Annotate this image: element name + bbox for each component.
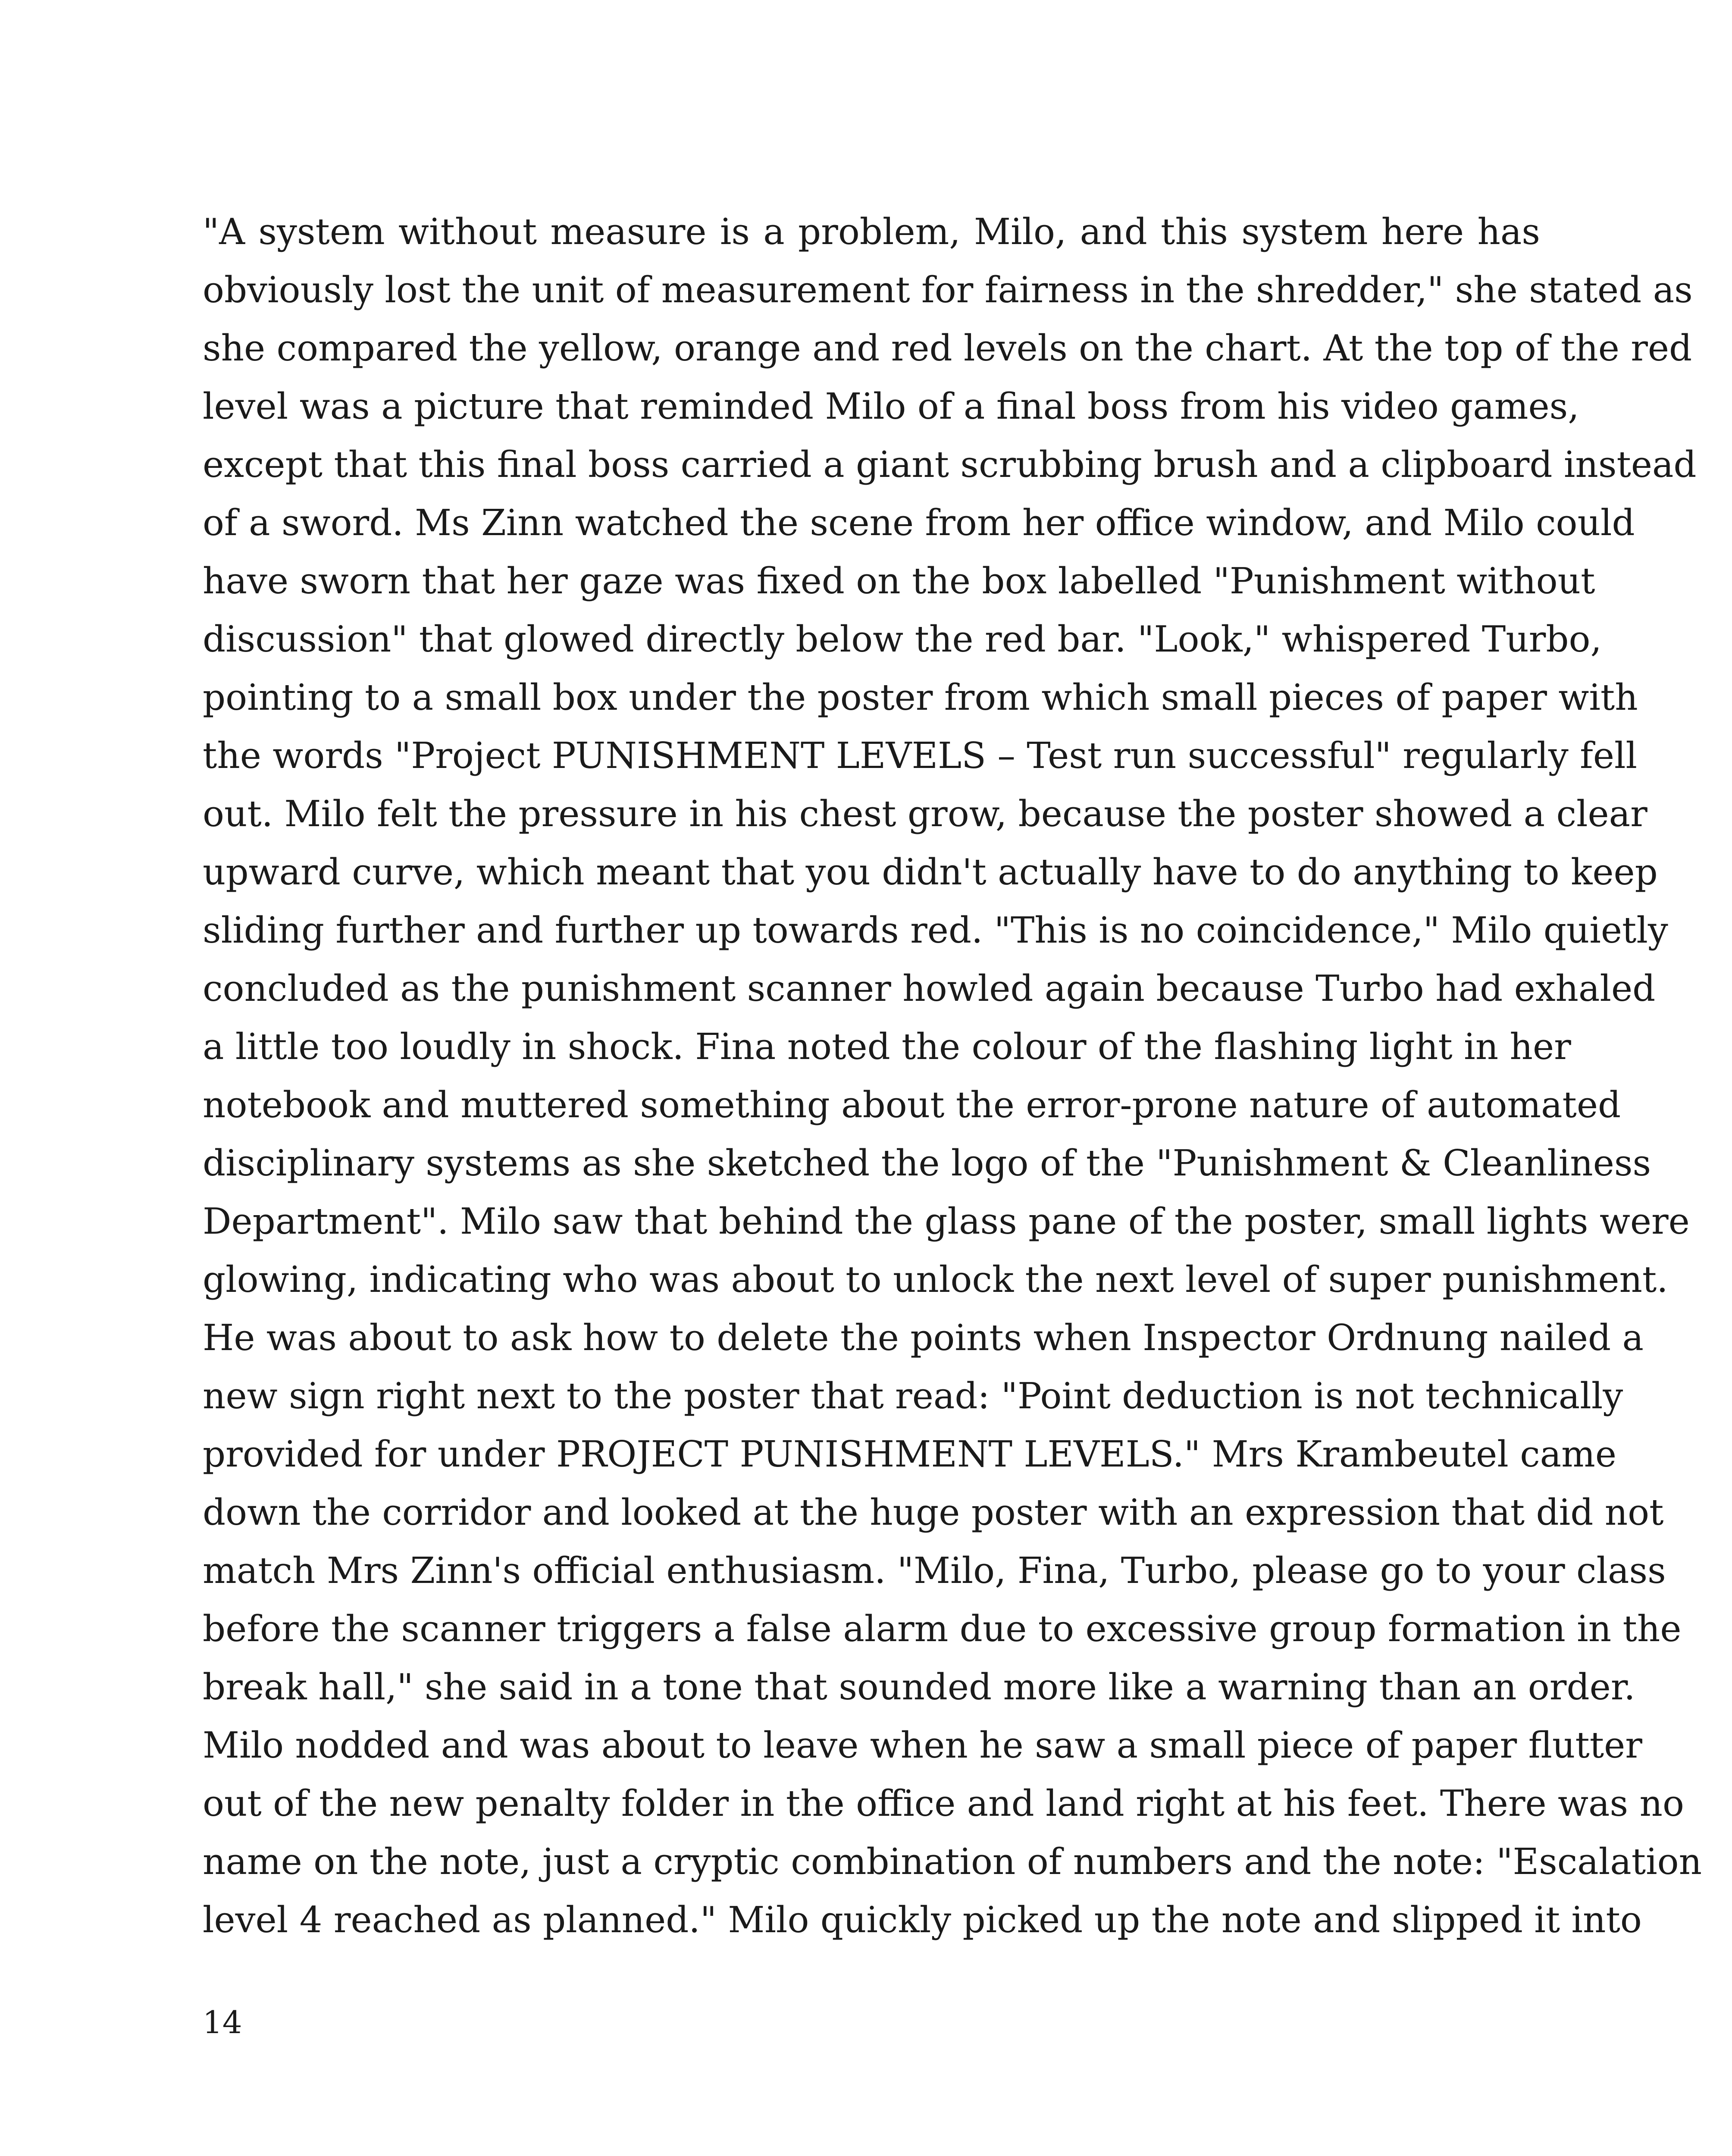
text-line: He was about to ask how to delete the points when Inspector Ordnung nailed a [203,1317,1644,1359]
body-paragraph [203,203,1702,1949]
text-line: Department". Milo saw that behind the glass pane of the poster, small lights were [203,1200,1690,1242]
text-line: a little too loudly in shock. Fina noted the colour of the flashing light in her [203,1026,1571,1068]
text-line: Milo nodded and was about to leave when he saw a small piece of paper flutter [203,1724,1642,1766]
text-line: upward curve, which meant that you didn't actually have to do anything to keep [203,851,1658,893]
text-line: break hall," she said in a tone that sounded more like a warning than an order. [203,1666,1635,1708]
text-line: out. Milo felt the pressure in his chest grow, because the poster showed a clear [203,793,1647,835]
text-line: disciplinary systems as she sketched the logo of the "Punishment & Cleanliness [203,1142,1651,1184]
text-line: have sworn that her gaze was fixed on the box labelled "Punishment without [203,560,1595,602]
page-number: 14 [203,2004,242,2040]
text-line: down the corridor and looked at the huge poster with an expression that did not [203,1492,1664,1533]
text-line: sliding further and further up towards red. "This is no coincidence," Milo quietly [203,909,1668,951]
text-line: glowing, indicating who was about to unlock the next level of super punishment. [203,1259,1668,1300]
text-line: before the scanner triggers a false alarm due to excessive group formation in the [203,1608,1682,1650]
text-line: level was a picture that reminded Milo of a final boss from his video games, [203,385,1579,427]
text-line: notebook and muttered something about the error-prone nature of automated [203,1084,1621,1126]
text-line: except that this final boss carried a giant scrubbing brush and a clipboard instead [203,444,1697,486]
text-line: "A system without measure is a problem, Milo, and this system here has [203,211,1540,253]
text-line: new sign right next to the poster that read: "Point deduction is not technically [203,1375,1623,1417]
text-line: obviously lost the unit of measurement for fairness in the shredder," she stated as [203,269,1693,311]
text-line: name on the note, just a cryptic combination of numbers and the note: "Escalation [203,1841,1702,1883]
text-line: level 4 reached as planned." Milo quickly picked up the note and slipped it into [203,1899,1642,1941]
text-line: discussion" that glowed directly below the red bar. "Look," whispered Turbo, [203,618,1602,660]
text-line: pointing to a small box under the poster from which small pieces of paper with [203,677,1638,718]
text-line: match Mrs Zinn's official enthusiasm. "Milo, Fina, Turbo, please go to your class [203,1550,1666,1592]
text-line: out of the new penalty folder in the office and land right at his feet. There was no [203,1783,1684,1824]
text-line: of a sword. Ms Zinn watched the scene from her office window, and Milo could [203,502,1635,544]
text-line: provided for under PROJECT PUNISHMENT LEVELS." Mrs Krambeutel came [203,1433,1616,1475]
text-line: the words "Project PUNISHMENT LEVELS – Test run successful" regularly fell [203,735,1638,777]
text-line: concluded as the punishment scanner howled again because Turbo had exhaled [203,968,1656,1009]
text-line: she compared the yellow, orange and red levels on the chart. At the top of the red [203,327,1692,369]
